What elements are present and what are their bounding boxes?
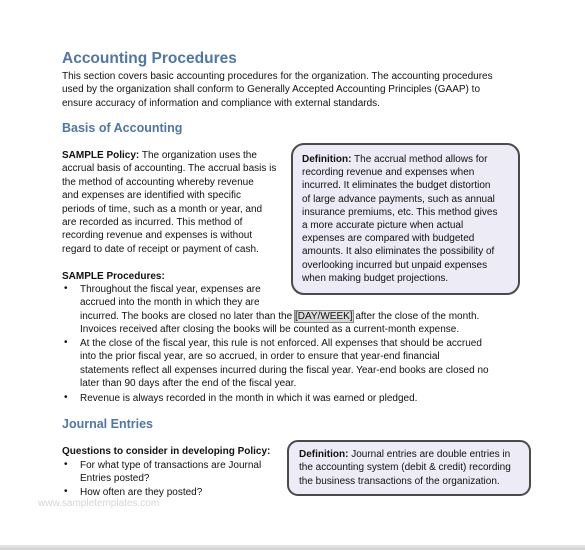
policy-text: The organization uses the bbox=[139, 150, 257, 161]
definition-text: Journal entries are double entries in bbox=[348, 449, 511, 460]
definition-line: expenses are compared with budgeted bbox=[302, 233, 475, 245]
procedures-label: SAMPLE Procedures: bbox=[62, 271, 165, 282]
questions-label: Questions to consider in developing Policy: bbox=[62, 446, 271, 457]
intro-line: This section covers basic accounting procedures for the organization. The accounting procedures bbox=[62, 71, 493, 82]
procedure-line: later than 90 days after the end of the fiscal year. bbox=[80, 378, 297, 390]
definition-line: amounts. It also eliminates the possibility of bbox=[302, 246, 495, 258]
page-bottom-edge bbox=[0, 545, 585, 550]
definition-line: incurred. It eliminates the budget distortion bbox=[302, 180, 491, 192]
definition-label: Definition: bbox=[302, 154, 352, 165]
section-heading-journal: Journal Entries bbox=[62, 417, 153, 431]
policy-line: are recorded as incurred. This method of bbox=[62, 217, 243, 228]
watermark: www.sampletemplates.com bbox=[38, 498, 160, 509]
bullet: • bbox=[64, 459, 68, 470]
intro-line: ensure accuracy of information and compliance with external standards. bbox=[62, 97, 380, 109]
bullet: • bbox=[64, 392, 68, 403]
procedure-line-with-placeholder: incurred. The books are closed no later than the [DAY/WEEK] after the close of the month. bbox=[80, 310, 480, 322]
policy-line: recording revenue and expenses is without bbox=[62, 230, 253, 242]
bullet: • bbox=[64, 486, 68, 497]
policy-line: the method of accounting whereby revenue bbox=[62, 176, 254, 188]
policy-line: regard to date of receipt or payment of cash. bbox=[62, 243, 259, 255]
bullet: • bbox=[64, 283, 68, 294]
definition-first-line bbox=[302, 153, 487, 166]
day-week-placeholder: [DAY/WEEK] bbox=[294, 310, 353, 322]
procedure-line: Revenue is always recorded in the month in which it was earned or pledged. bbox=[80, 393, 418, 404]
section-heading-basis: Basis of Accounting bbox=[62, 121, 183, 135]
journal-definition-line: the accounting system (debit & credit) recording bbox=[299, 462, 511, 474]
procedure-line: Throughout the fiscal year, expenses are bbox=[80, 284, 261, 295]
policy-line: and expenses are identified with specific bbox=[62, 190, 241, 202]
journal-definition-first-line bbox=[299, 448, 510, 461]
policy-line: accrual basis of accounting. The accrual basis is bbox=[62, 163, 277, 175]
definition-line: overlooking incurred but unpaid expenses bbox=[302, 259, 488, 271]
question-line: Entries posted? bbox=[80, 473, 150, 485]
policy-label: SAMPLE Policy: bbox=[62, 150, 140, 161]
policy-line: periods of time, such as a month or year, and bbox=[62, 203, 263, 215]
procedure-line: into the prior fiscal year, are so accrued, in order to ensure that year-end financial bbox=[80, 351, 440, 363]
definition-line: when making budget projections. bbox=[302, 272, 449, 284]
definition-label: Definition: bbox=[299, 449, 349, 460]
policy-first-line bbox=[62, 149, 257, 162]
definition-line: a more accurate picture when actual bbox=[302, 220, 464, 231]
procedure-line: At the close of the fiscal year, this rule is not enforced. All expenses that should be accrued bbox=[80, 338, 482, 349]
intro-line: used by the organization shall conform to Generally Accepted Accounting Principles (GAAP) to bbox=[62, 84, 481, 96]
definition-line: insurance premiums, etc. This method gives bbox=[302, 206, 498, 218]
procedure-line: statements reflect all expenses incurred during the fiscal year. Year-end books are closed no bbox=[80, 364, 489, 376]
procedure-line: accrued into the month in which they are bbox=[80, 297, 260, 309]
procedure-line: Invoices received after closing the books will be counted as a current-month expense. bbox=[80, 324, 460, 336]
definition-line: recording revenue and expenses when bbox=[302, 167, 475, 179]
bullet: • bbox=[64, 337, 68, 348]
page-title: Accounting Procedures bbox=[62, 50, 237, 67]
definition-text: The accrual method allows for bbox=[351, 154, 488, 165]
question-line: How often are they posted? bbox=[80, 487, 203, 498]
question-line: For what type of transactions are Journal bbox=[80, 460, 262, 471]
journal-definition-line: the business transactions of the organization. bbox=[299, 475, 500, 487]
definition-line: of large advance payments, such as annual bbox=[302, 193, 495, 205]
